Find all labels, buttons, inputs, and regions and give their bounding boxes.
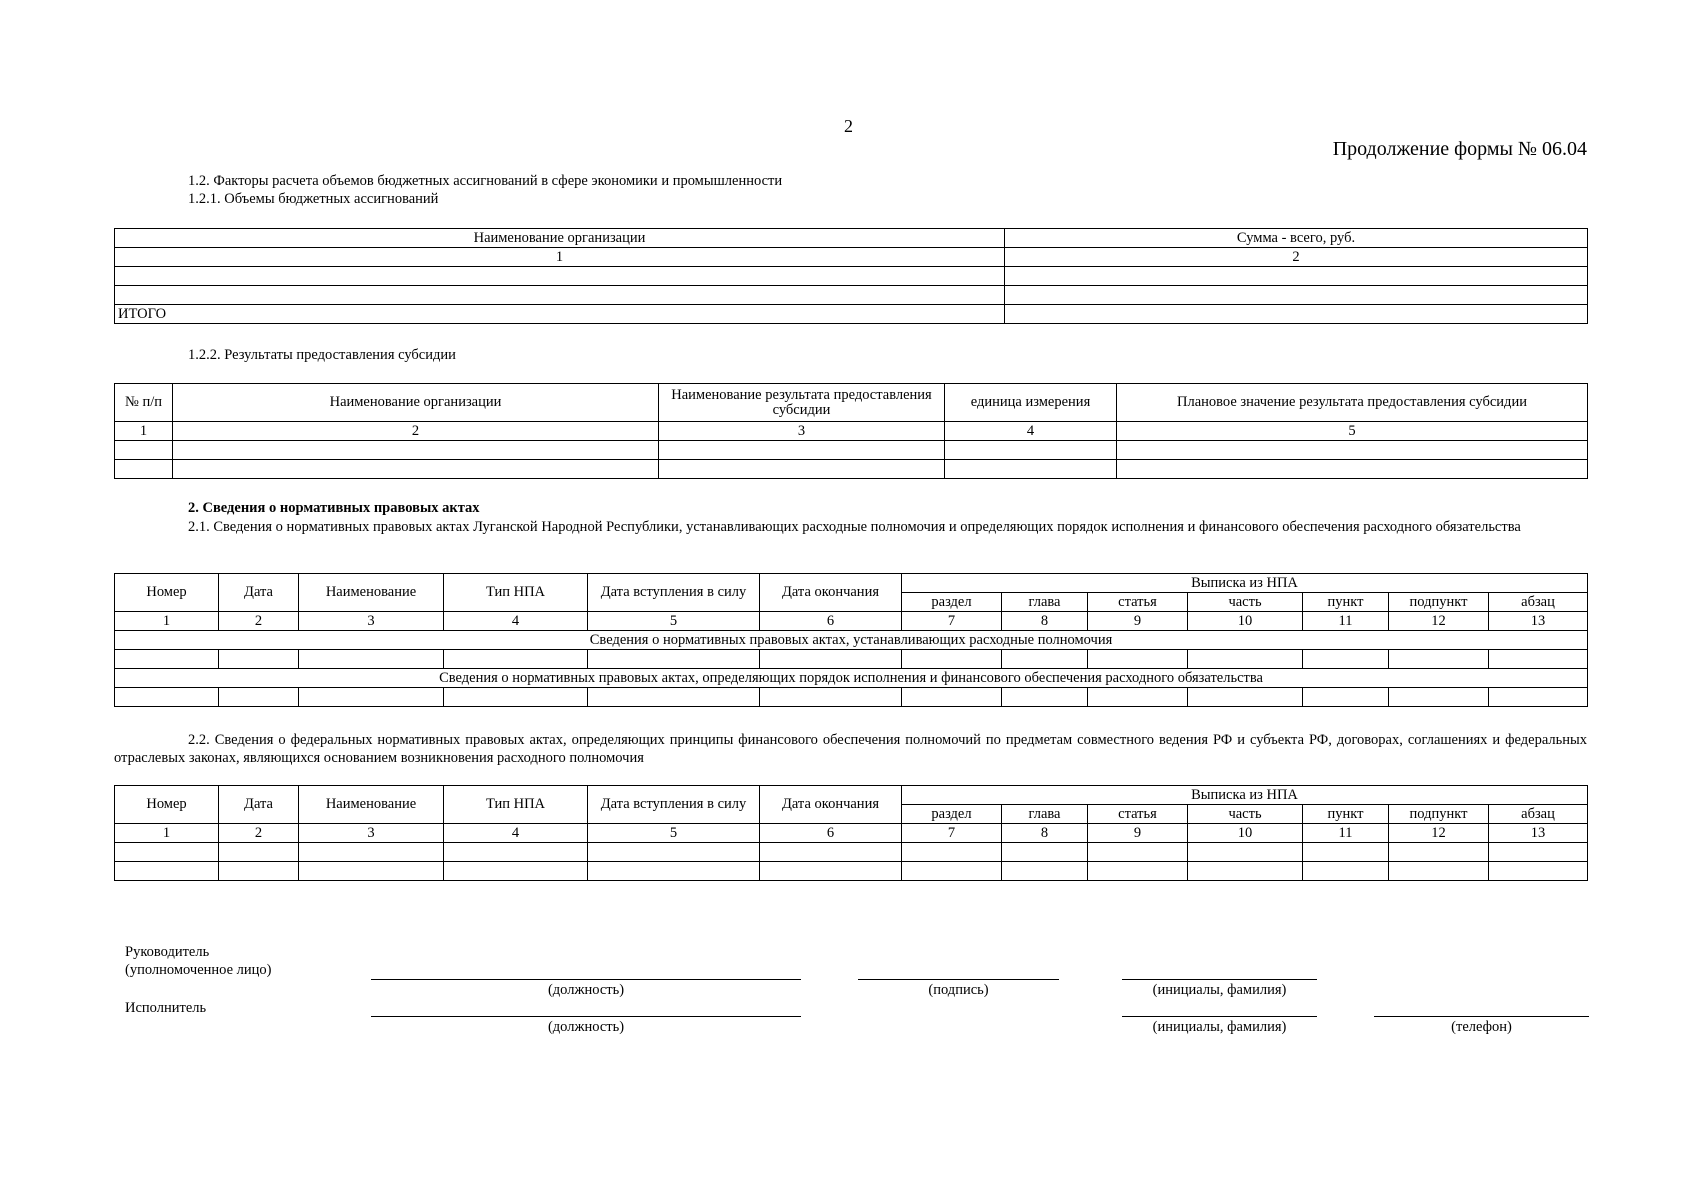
federal-npa-table xyxy=(114,785,1588,881)
header-row-number: № п/п xyxy=(115,384,173,422)
header-result-name: Наименование результата предоставления субсидии xyxy=(659,384,945,422)
col-number: 2 xyxy=(1005,248,1588,267)
header-name: Наименование xyxy=(299,574,444,612)
head-signature-line[interactable] xyxy=(858,979,1059,980)
head-label-authorized: (уполномоченное лицо) xyxy=(125,962,272,978)
header-planned-value: Плановое значение результата предоставления субсидии xyxy=(1117,384,1588,422)
executor-label: Исполнитель xyxy=(125,1000,207,1016)
header-org-name: Наименование организации xyxy=(173,384,659,422)
col-number: 8 xyxy=(1002,612,1088,631)
header-podpunkt: подпункт xyxy=(1389,805,1489,824)
executor-position-caption: (должность) xyxy=(547,1019,625,1035)
lnr-npa-table xyxy=(114,573,1588,707)
section-1-2-1-title: 1.2.1. Объемы бюджетных ассигнований xyxy=(188,191,439,207)
section-1-2-2-title: 1.2.2. Результаты предоставления субсидии xyxy=(188,347,456,363)
col-number: 6 xyxy=(760,612,902,631)
header-date: Дата xyxy=(219,574,299,612)
header-glava: глава xyxy=(1002,593,1088,612)
section-2-1-text: 2.1. Сведения о нормативных правовых актах Луганской Народной Республики, устанавливающих расходные полномочия и определяющих порядок исполнения и финансового обеспечения расходного обязательства xyxy=(188,519,1521,535)
col-number: 6 xyxy=(760,824,902,843)
table-row xyxy=(115,460,1588,479)
header-end-date: Дата окончания xyxy=(760,786,902,824)
col-number: 5 xyxy=(1117,422,1588,441)
col-number: 1 xyxy=(115,612,219,631)
header-abzac: абзац xyxy=(1489,593,1588,612)
group-row-execution-order: Сведения о нормативных правовых актах, определяющих порядок исполнения и финансового обеспечения расходного обязательства xyxy=(115,669,1588,688)
header-glava: глава xyxy=(1002,805,1088,824)
header-statya: статья xyxy=(1088,805,1188,824)
section-2-2-text: 2.2. Сведения о федеральных нормативных правовых актах, определяющих принципы финансового обеспечения полномочий по предметам совместного ведения РФ и субъекта РФ, договорах, соглашениях и федеральных отраслевых законах, являющихся основанием возникновения расходного полномочия xyxy=(114,732,1587,766)
col-number: 12 xyxy=(1389,824,1489,843)
col-number: 4 xyxy=(444,612,588,631)
header-name: Наименование xyxy=(299,786,444,824)
col-number: 11 xyxy=(1303,824,1389,843)
col-number: 1 xyxy=(115,248,1005,267)
section-1-2-title: 1.2. Факторы расчета объемов бюджетных ассигнований в сфере экономики и промышленности xyxy=(188,173,783,189)
header-chast: часть xyxy=(1188,593,1303,612)
header-razdel: раздел xyxy=(902,593,1002,612)
header-effective-date: Дата вступления в силу xyxy=(588,574,760,612)
header-sum: Сумма - всего, руб. xyxy=(1005,229,1588,248)
page-number: 2 xyxy=(844,116,853,136)
col-number: 2 xyxy=(173,422,659,441)
header-statya: статья xyxy=(1088,593,1188,612)
header-date: Дата xyxy=(219,786,299,824)
header-punkt: пункт xyxy=(1303,593,1389,612)
head-signature-caption: (подпись) xyxy=(928,982,989,998)
col-number: 9 xyxy=(1088,612,1188,631)
budget-volumes-table xyxy=(114,228,1588,324)
head-position-line[interactable] xyxy=(371,979,801,980)
col-number: 5 xyxy=(588,612,760,631)
table-row xyxy=(115,862,1588,881)
table-row xyxy=(115,650,1588,669)
head-position-caption: (должность) xyxy=(547,982,625,998)
executor-initials-line[interactable] xyxy=(1122,1016,1317,1017)
executor-position-line[interactable] xyxy=(371,1016,801,1017)
col-number: 2 xyxy=(219,824,299,843)
total-label: ИТОГО xyxy=(115,305,1005,324)
header-punkt: пункт xyxy=(1303,805,1389,824)
table-row xyxy=(115,286,1588,305)
header-unit: единица измерения xyxy=(945,384,1117,422)
table-row xyxy=(115,688,1588,707)
col-number: 13 xyxy=(1489,612,1588,631)
executor-phone-caption: (телефон) xyxy=(1451,1019,1512,1035)
executor-phone-line[interactable] xyxy=(1374,1016,1589,1017)
col-number: 10 xyxy=(1188,824,1303,843)
header-chast: часть xyxy=(1188,805,1303,824)
header-org-name: Наименование организации xyxy=(115,229,1005,248)
col-number: 3 xyxy=(299,824,444,843)
form-continuation: Продолжение формы № 06.04 xyxy=(1332,138,1587,160)
header-abzac: абзац xyxy=(1489,805,1588,824)
head-label: Руководитель xyxy=(125,944,210,960)
header-end-date: Дата окончания xyxy=(760,574,902,612)
col-number: 7 xyxy=(902,824,1002,843)
col-number: 4 xyxy=(945,422,1117,441)
header-number: Номер xyxy=(115,574,219,612)
header-npa-type: Тип НПА xyxy=(444,786,588,824)
col-number: 1 xyxy=(115,422,173,441)
col-number: 1 xyxy=(115,824,219,843)
header-razdel: раздел xyxy=(902,805,1002,824)
col-number: 10 xyxy=(1188,612,1303,631)
executor-initials-caption: (инициалы, фамилия) xyxy=(1152,1019,1287,1035)
head-initials-caption: (инициалы, фамилия) xyxy=(1152,982,1287,998)
col-number: 8 xyxy=(1002,824,1088,843)
col-number: 13 xyxy=(1489,824,1588,843)
subsidy-results-table xyxy=(114,383,1588,479)
total-value xyxy=(1005,305,1588,324)
table-row xyxy=(115,267,1588,286)
col-number: 3 xyxy=(659,422,945,441)
header-npa-extract: Выписка из НПА xyxy=(902,574,1588,593)
table-row xyxy=(115,441,1588,460)
col-number: 5 xyxy=(588,824,760,843)
header-number: Номер xyxy=(115,786,219,824)
col-number: 11 xyxy=(1303,612,1389,631)
col-number: 3 xyxy=(299,612,444,631)
header-npa-extract: Выписка из НПА xyxy=(902,786,1588,805)
col-number: 2 xyxy=(219,612,299,631)
col-number: 9 xyxy=(1088,824,1188,843)
header-effective-date: Дата вступления в силу xyxy=(588,786,760,824)
header-npa-type: Тип НПА xyxy=(444,574,588,612)
section-2-title: 2. Сведения о нормативных правовых актах xyxy=(188,500,480,516)
header-podpunkt: подпункт xyxy=(1389,593,1489,612)
col-number: 4 xyxy=(444,824,588,843)
group-row-expense-powers: Сведения о нормативных правовых актах, устанавливающих расходные полномочия xyxy=(115,631,1588,650)
col-number: 12 xyxy=(1389,612,1489,631)
table-row xyxy=(115,843,1588,862)
col-number: 7 xyxy=(902,612,1002,631)
head-initials-line[interactable] xyxy=(1122,979,1317,980)
